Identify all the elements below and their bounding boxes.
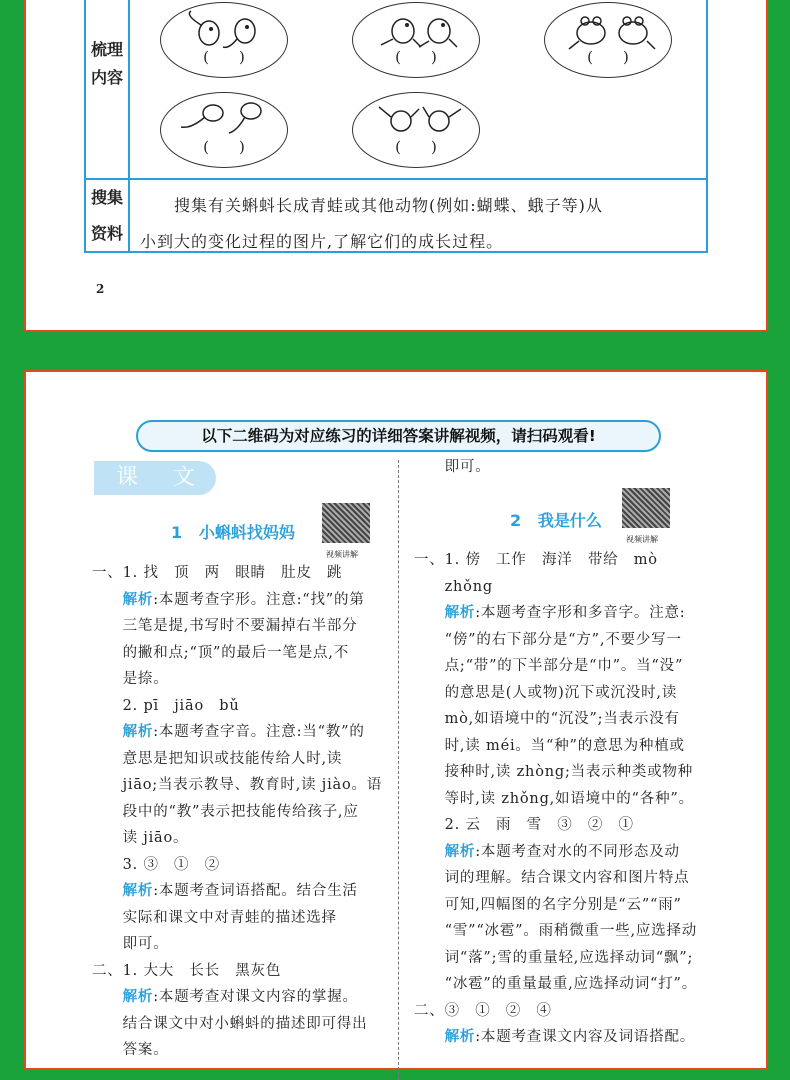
answer-line: 3. ③ ① ②: [92, 856, 220, 873]
table-divider-vertical: [128, 0, 130, 251]
answer-line: 的意思是(人或物)沉下或沉没时,读: [414, 684, 678, 701]
right-column-top: [414, 454, 491, 481]
answer-line: 解析:本题考查字音。注意:当“教”的: [122, 724, 365, 740]
analysis-label: 解析: [122, 724, 154, 740]
lesson-1-name: 小蝌蚪找妈妈: [198, 523, 295, 542]
answer-line: “傍”的右下部分是“方”,不要少写一: [414, 631, 682, 648]
lesson-1-answers: [92, 560, 382, 1064]
answer-blank: ( ): [395, 48, 437, 66]
answer-line: 二、1. 大大 长长 黑灰色: [92, 962, 282, 979]
answer-line: 意思是把知识或技能传给人时,读: [92, 750, 343, 767]
row-label-collect-line2: 资料: [90, 224, 123, 243]
qr-code-lesson-1[interactable]: [322, 503, 370, 543]
answer-line: mò,如语境中的“沉没”;当表示没有: [414, 711, 680, 727]
answer-blank: ( ): [203, 138, 245, 156]
answer-line: 词的理解。结合课文内容和图片特点: [414, 870, 690, 886]
workbook-page-upper: [24, 0, 768, 332]
row-label-organize-line1: 梳理: [90, 40, 123, 59]
lesson-2-number: 2: [510, 511, 522, 530]
analysis-label: 解析: [122, 989, 154, 1005]
collect-text-line: 小到大的变化过程的图片,了解它们的成长过程。: [140, 232, 504, 251]
answer-line: 2. pī jiāo bǔ: [92, 697, 240, 714]
organize-table: [84, 0, 708, 253]
answer-line: jiāo;当表示教导、教育时,读 jiào。语: [92, 777, 383, 793]
picture-oval-4: [160, 92, 288, 168]
answer-line: 解析:本题考查对水的不同形态及动: [444, 843, 680, 860]
answer-line: 实际和课文中对青蛙的描述选择: [92, 909, 337, 926]
qr-video-banner: 以下二维码为对应练习的详细答案讲解视频，请扫码观看!: [136, 420, 661, 452]
answer-line: 解析:本题考查字形和多音字。注意:: [444, 605, 686, 621]
answer-blank: ( ): [203, 48, 245, 66]
table-divider-horizontal: [86, 178, 706, 180]
answer-line: 点;“带”的下半部分是“巾”。当“没”: [414, 658, 684, 674]
answer-line: zhǒng: [414, 578, 493, 595]
answer-line: 的撇和点;“顶”的最后一笔是点,不: [92, 644, 350, 661]
analysis-label: 解析: [444, 1029, 476, 1045]
picture-oval-1: [160, 2, 288, 78]
answer-line: 一、1. 找 顶 两 眼睛 肚皮 跳: [92, 565, 343, 581]
answer-line: 一、1. 傍 工作 海洋 带给 mò: [414, 552, 658, 568]
section-label: 课 文: [94, 461, 216, 495]
qr-caption-lesson-1: 视频讲解: [326, 550, 358, 559]
page-number: 2: [96, 282, 105, 296]
answer-line: 解析:本题考查词语搭配。结合生活: [122, 883, 358, 899]
picture-oval-3: [544, 2, 672, 78]
answer-line: 即可。: [414, 459, 491, 475]
answer-line: 接种时,读 zhòng;当表示种类或物种: [414, 764, 694, 780]
answer-line: 二、③ ① ② ④: [414, 1002, 552, 1019]
answer-line: 解析:本题考查课文内容及词语搭配。: [444, 1029, 696, 1045]
analysis-label: 解析: [122, 883, 154, 899]
answer-blank: ( ): [395, 138, 437, 156]
workbook-page-answers: [24, 370, 768, 1070]
answer-line: 段中的“教”表示把技能传给孩子,应: [92, 803, 359, 820]
lesson-2-title: [510, 508, 602, 531]
analysis-label: 解析: [444, 843, 476, 860]
answer-line: 三笔是提,书写时不要漏掉右半部分: [92, 618, 358, 634]
lesson-1-number: 1: [171, 523, 183, 542]
column-divider: [398, 460, 399, 1080]
picture-oval-5: [352, 92, 480, 168]
collect-materials-text: [140, 188, 700, 260]
lesson-2-name: 我是什么: [537, 511, 602, 530]
picture-oval-2: [352, 2, 480, 78]
qr-code-lesson-2[interactable]: [622, 488, 670, 528]
answer-line: 词“落”;雪的重量轻,应选择动词“飘”;: [414, 949, 694, 966]
row-label-collect-line1: 搜集: [90, 188, 123, 207]
qr-caption-lesson-2: 视频讲解: [626, 535, 658, 544]
answer-line: 结合课文中对小蝌蚪的描述即可得出: [92, 1015, 368, 1032]
answer-line: 可知,四幅图的名字分别是“云”“雨”: [414, 896, 682, 913]
row-label-collect: [86, 184, 128, 248]
lesson-2-answers: [414, 547, 697, 1051]
answer-line: “冰雹”的重量最重,应选择动词“打”。: [414, 976, 698, 992]
answer-line: 时,读 méi。当“种”的意思为种植或: [414, 737, 685, 754]
row-label-organize: [86, 36, 128, 92]
row-label-organize-line2: 内容: [90, 68, 123, 87]
answer-line: 解析:本题考查对课文内容的掌握。: [122, 989, 358, 1005]
analysis-label: 解析: [444, 605, 476, 621]
answer-line: 即可。: [92, 936, 169, 952]
lesson-1-title: [171, 520, 295, 543]
answer-line: 是捺。: [92, 671, 169, 687]
answer-blank: ( ): [587, 48, 629, 66]
answer-line: 答案。: [92, 1042, 169, 1058]
answer-line: 等时,读 zhǒng,如语境中的“各种”。: [414, 790, 694, 807]
collect-text-line: 搜集有关蝌蚪长成青蛙或其他动物(例如:蝴蝶、蛾子等)从: [140, 196, 603, 215]
analysis-label: 解析: [122, 591, 154, 608]
answer-line: 解析:本题考查字形。注意:“找”的第: [122, 591, 365, 608]
answer-line: 读 jiāo。: [92, 830, 189, 846]
answer-line: 2. 云 雨 雪 ③ ② ①: [414, 817, 634, 833]
answer-line: “雪”“冰雹”。雨稍微重一些,应选择动: [414, 923, 698, 939]
